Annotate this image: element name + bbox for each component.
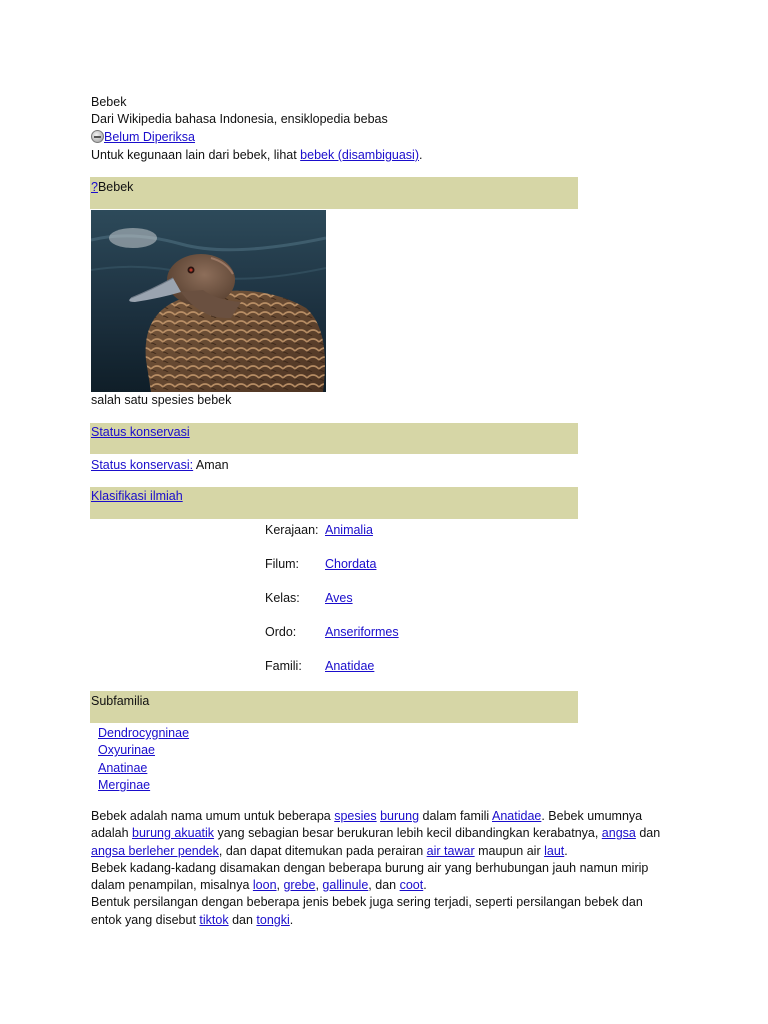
conservation-bar xyxy=(90,423,578,454)
paragraph-3-line-1: Bentuk persilangan dengan beberapa jenis bebek juga sering terjadi, seperti persilangan bebek dan xyxy=(91,895,643,909)
conservation-label-link[interactable]: Status konservasi: xyxy=(91,458,194,472)
unreviewed-icon xyxy=(91,130,104,143)
duck-photo xyxy=(91,210,326,392)
text: maupun air xyxy=(474,844,545,858)
classification-bar xyxy=(90,487,578,519)
taxonomy-class-link[interactable]: Aves xyxy=(325,591,353,605)
photo-caption: salah satu spesies bebek xyxy=(91,393,232,407)
disambig-prefix: Untuk kegunaan lain dari bebek, lihat xyxy=(91,148,301,162)
disambig-link[interactable]: bebek (disambiguasi) xyxy=(300,148,419,162)
text: . xyxy=(564,844,568,858)
taxonomy-order-link[interactable]: Anseriformes xyxy=(325,625,399,639)
subfamily-link-oxyurinae[interactable]: Oxyurinae xyxy=(98,743,155,757)
taxonomy-kingdom-link[interactable]: Animalia xyxy=(325,523,373,537)
infobox-help-link[interactable]: ? xyxy=(91,180,98,194)
link-spesies[interactable]: spesies xyxy=(334,809,377,823)
text: adalah xyxy=(91,826,133,840)
link-anatidae[interactable]: Anatidae xyxy=(492,809,542,823)
link-loon[interactable]: loon xyxy=(252,878,277,892)
text: , xyxy=(276,878,284,892)
conservation-value: Aman xyxy=(193,458,229,472)
text: , xyxy=(315,878,323,892)
taxonomy-class-label: Kelas: xyxy=(265,591,300,605)
subfamily-bar xyxy=(90,691,578,723)
taxonomy-order-label: Ordo: xyxy=(265,625,297,639)
review-status-link[interactable]: Belum Diperiksa xyxy=(104,130,196,144)
paragraph-3-line-2 xyxy=(91,912,293,928)
paragraph-2-line-1: Bebek kadang-kadang disamakan dengan beberapa burung air yang berhubungan jauh namun mirip xyxy=(91,861,649,875)
disambiguation-note xyxy=(91,147,422,163)
link-burung-akuatik[interactable]: burung akuatik xyxy=(132,826,215,840)
subfamily-link-dendrocygninae[interactable]: Dendrocygninae xyxy=(98,726,190,740)
link-laut[interactable]: laut xyxy=(544,844,565,858)
link-tongki[interactable]: tongki xyxy=(256,913,290,927)
link-gallinule[interactable]: gallinule xyxy=(322,878,369,892)
subfamily-link-anatinae[interactable]: Anatinae xyxy=(98,761,148,775)
link-grebe[interactable]: grebe xyxy=(283,878,316,892)
text: . Bebek umumnya xyxy=(541,809,643,823)
paragraph-1-line-3 xyxy=(91,843,568,859)
taxonomy-family-link[interactable]: Anatidae xyxy=(325,659,375,673)
paragraph-2-line-2 xyxy=(91,877,427,893)
taxonomy-kingdom-label: Kerajaan: xyxy=(265,523,319,537)
disambig-suffix: . xyxy=(418,148,423,162)
page-subtitle: Dari Wikipedia bahasa Indonesia, ensiklopedia bebas xyxy=(91,112,388,126)
link-burung[interactable]: burung xyxy=(380,809,420,823)
subfamily-link-merginae[interactable]: Merginae xyxy=(98,778,151,792)
duck-illustration xyxy=(91,210,326,392)
infobox-title: Bebek xyxy=(97,180,134,194)
paragraph-1-line-2 xyxy=(91,825,660,841)
taxonomy-phylum-label: Filum: xyxy=(265,557,300,571)
text: dan xyxy=(635,826,661,840)
text: . xyxy=(289,913,294,927)
text: dalam famili xyxy=(419,809,492,823)
text: yang sebagian besar berukuran lebih kecil dibandingkan kerabatnya, xyxy=(214,826,602,840)
link-angsa-berleher-pendek[interactable]: angsa berleher pendek xyxy=(91,844,219,858)
text: . xyxy=(423,878,427,892)
text: dalam penampilan, misalnya xyxy=(91,878,253,892)
link-tiktok[interactable]: tiktok xyxy=(199,913,229,927)
review-status xyxy=(91,129,195,145)
text: entok yang disebut xyxy=(91,913,200,927)
infobox-title-bar xyxy=(90,177,578,209)
text: dan xyxy=(228,913,257,927)
text: , dan xyxy=(368,878,400,892)
conservation-row xyxy=(91,457,229,473)
paragraph-1-line-1 xyxy=(91,808,642,824)
link-air-tawar[interactable]: air tawar xyxy=(426,844,475,858)
classification-header-link[interactable]: Klasifikasi ilmiah xyxy=(91,489,183,503)
subfamily-header: Subfamilia xyxy=(91,694,150,708)
text: , dan dapat ditemukan pada perairan xyxy=(218,844,427,858)
taxonomy-phylum-link[interactable]: Chordata xyxy=(325,557,377,571)
taxonomy-family-label: Famili: xyxy=(265,659,302,673)
conservation-header-link[interactable]: Status konservasi xyxy=(91,425,190,439)
text: Bebek adalah nama umum untuk beberapa xyxy=(91,809,335,823)
link-coot[interactable]: coot xyxy=(399,878,424,892)
page-title: Bebek xyxy=(91,95,127,109)
link-angsa[interactable]: angsa xyxy=(601,826,636,840)
